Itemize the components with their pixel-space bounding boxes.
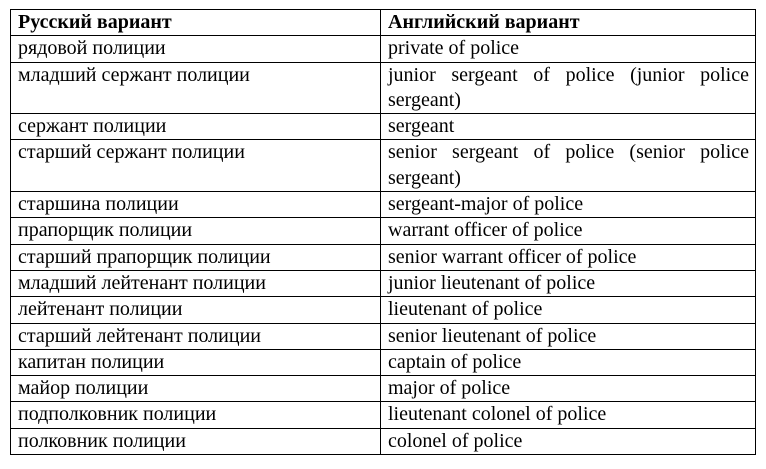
table-body bbox=[11, 36, 756, 455]
police-ranks-table bbox=[10, 9, 756, 455]
english-rank-cell: captain of police bbox=[381, 349, 756, 375]
english-rank-cell: sergeant bbox=[381, 114, 756, 140]
russian-rank-cell: майор полиции bbox=[11, 376, 381, 402]
english-rank-cell: junior lieutenant of police bbox=[381, 270, 756, 296]
header-russian: Русский вариант bbox=[11, 10, 381, 36]
table-row bbox=[11, 114, 756, 140]
english-rank-cell: senior warrant officer of police bbox=[381, 244, 756, 270]
russian-rank-cell: старший сержант полиции bbox=[11, 140, 381, 192]
russian-rank-cell: младший сержант полиции bbox=[11, 62, 381, 114]
table-row bbox=[11, 402, 756, 428]
table-row bbox=[11, 218, 756, 244]
english-rank-cell: senior sergeant of police (senior police sergeant) bbox=[381, 140, 756, 192]
table-row bbox=[11, 244, 756, 270]
table-row bbox=[11, 323, 756, 349]
russian-rank-cell: старший лейтенант полиции bbox=[11, 323, 381, 349]
russian-rank-cell: старший прапорщик полиции bbox=[11, 244, 381, 270]
english-rank-cell: senior lieutenant of police bbox=[381, 323, 756, 349]
english-rank-cell: lieutenant of police bbox=[381, 297, 756, 323]
russian-rank-cell: полковник полиции bbox=[11, 428, 381, 454]
english-rank-cell: major of police bbox=[381, 376, 756, 402]
russian-rank-cell: старшина полиции bbox=[11, 192, 381, 218]
table-row bbox=[11, 428, 756, 454]
table-row bbox=[11, 376, 756, 402]
table-row bbox=[11, 36, 756, 62]
russian-rank-cell: подполковник полиции bbox=[11, 402, 381, 428]
english-rank-cell: lieutenant colonel of police bbox=[381, 402, 756, 428]
table-row bbox=[11, 140, 756, 192]
english-rank-cell: colonel of police bbox=[381, 428, 756, 454]
english-rank-cell: warrant officer of police bbox=[381, 218, 756, 244]
header-english: Английский вариант bbox=[381, 10, 756, 36]
russian-rank-cell: лейтенант полиции bbox=[11, 297, 381, 323]
table-row bbox=[11, 62, 756, 114]
table-header-row bbox=[11, 10, 756, 36]
russian-rank-cell: капитан полиции bbox=[11, 349, 381, 375]
russian-rank-cell: прапорщик полиции bbox=[11, 218, 381, 244]
table-row bbox=[11, 192, 756, 218]
table-row bbox=[11, 297, 756, 323]
russian-rank-cell: рядовой полиции bbox=[11, 36, 381, 62]
english-rank-cell: private of police bbox=[381, 36, 756, 62]
russian-rank-cell: сержант полиции bbox=[11, 114, 381, 140]
table-row bbox=[11, 349, 756, 375]
english-rank-cell: junior sergeant of police (junior police sergeant) bbox=[381, 62, 756, 114]
english-rank-cell: sergeant-major of police bbox=[381, 192, 756, 218]
russian-rank-cell: младший лейтенант полиции bbox=[11, 270, 381, 296]
table-row bbox=[11, 270, 756, 296]
